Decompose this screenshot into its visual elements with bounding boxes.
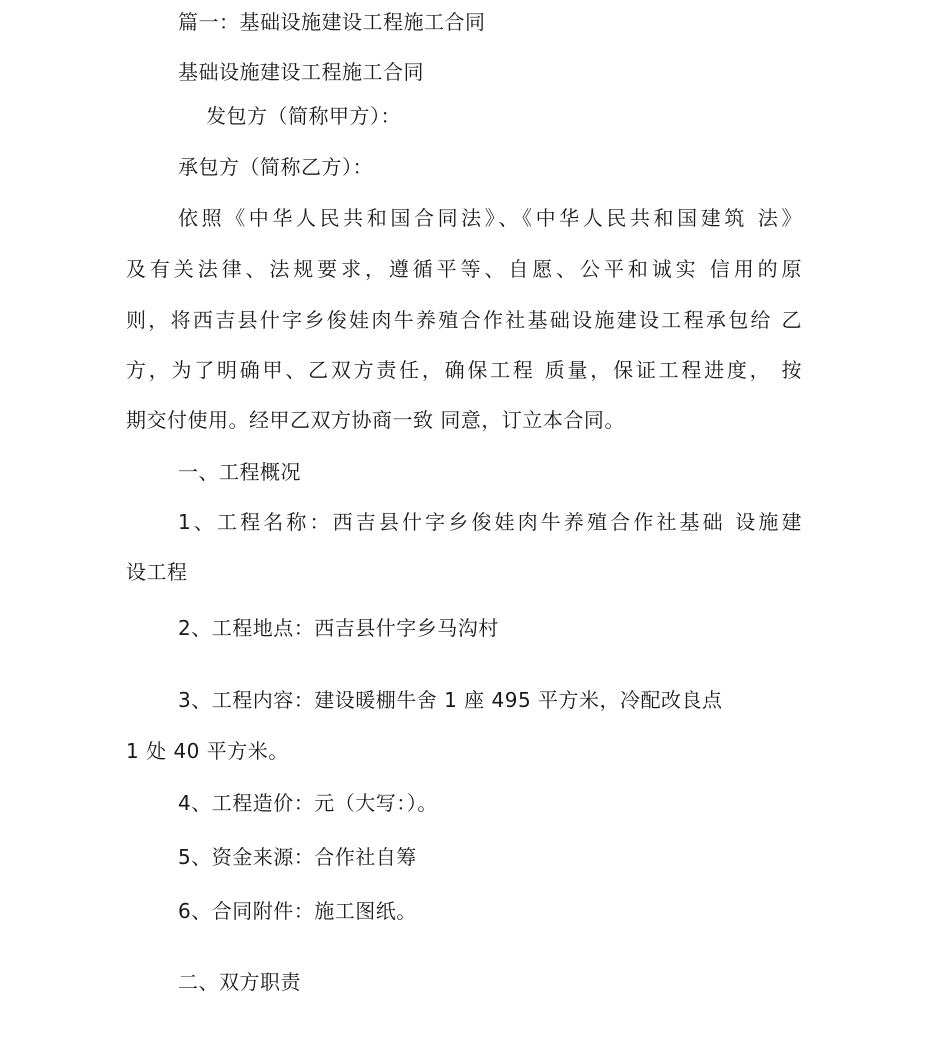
party-b-line: 承包方（简称乙方）： [178, 155, 373, 179]
item-2: 2、工程地点：西吉县什字乡马沟村 [178, 616, 499, 640]
party-a-line: 发包方（简称甲方）： [206, 104, 401, 128]
item-1-line-1: 1、工程名称：西吉县什字乡俊娃肉牛养殖合作社基础 设施建 [178, 510, 802, 534]
item-5: 5、资金来源：合作社自筹 [178, 845, 417, 869]
intro-line-4: 方，为了明确甲、乙双方责任，确保工程 质量，保证工程进度， 按 [126, 358, 802, 382]
intro-line-1: 依照《中华人民共和国合同法》、《中华人民共和国建筑 法》 [178, 206, 802, 230]
section-2-title: 二、双方职责 [178, 970, 301, 994]
item-6: 6、合同附件：施工图纸。 [178, 899, 417, 923]
item-3-line-1: 3、工程内容：建设暖棚牛舍 1 座 495 平方米，冷配改良点 [178, 688, 723, 712]
intro-line-2: 及有关法律、法规要求，遵循平等、自愿、公平和诚实 信用的原 [126, 257, 802, 281]
item-3-line-2: 1 处 40 平方米。 [126, 739, 289, 763]
item-1-line-2: 设工程 [126, 560, 188, 584]
document-title: 基础设施建设工程施工合同 [178, 60, 424, 84]
document-heading: 篇一：基础设施建设工程施工合同 [178, 10, 486, 34]
item-4: 4、工程造价：元（大写：）。 [178, 791, 438, 815]
intro-line-3: 则，将西吉县什字乡俊娃肉牛养殖合作社基础设施建设工程承包给 乙 [126, 308, 802, 332]
intro-line-5: 期交付使用。经甲乙双方协商一致 同意，订立本合同。 [126, 408, 625, 432]
section-1-title: 一、工程概况 [178, 460, 301, 484]
